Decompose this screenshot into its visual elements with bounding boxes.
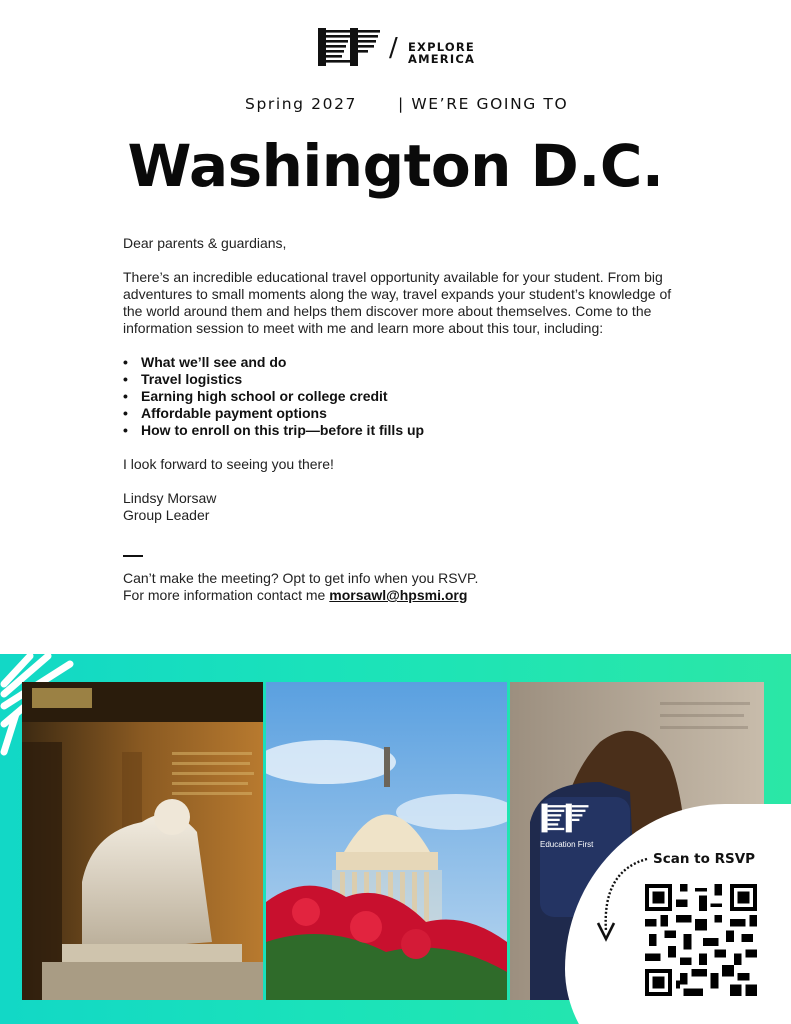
photo-band — [0, 654, 791, 1024]
backpack-brand-text: Education First — [540, 840, 594, 849]
intro-paragraph: There’s an incredible educational travel opportunity available for your student. From big adventures to small moments along the way, travel expands your student’s knowledge of the world around them and helps them discover more about themselves. Come to the information session to meet with me and learn more about this tour, including: — [123, 269, 672, 336]
capitol-photo — [266, 682, 507, 1000]
lead-label: | WE’RE GOING TO — [398, 95, 569, 113]
contact-note: For more information contact me — [123, 587, 326, 603]
rsvp-label: Scan to RSVP — [653, 851, 756, 867]
brand-name-line1: EXPLORE — [408, 40, 475, 54]
topics-list — [123, 354, 683, 439]
list-item: • Travel logistics — [123, 371, 683, 388]
rsvp-note: Can’t make the meeting? Opt to get info when you RSVP. — [123, 570, 479, 586]
list-item: • What we’ll see and do — [123, 354, 683, 371]
signature-role: Group Leader — [123, 507, 210, 523]
list-item: • How to enroll on this trip—before it fills up — [123, 422, 683, 439]
signature — [123, 490, 683, 524]
footer-note — [123, 570, 683, 604]
brand-logo — [316, 27, 516, 69]
brand-name-line2: AMERICA — [408, 52, 476, 66]
divider — [123, 555, 143, 557]
list-item: • Earning high school or college credit — [123, 388, 683, 405]
ef-logo-icon — [316, 27, 382, 67]
headline-row — [0, 95, 791, 117]
contact-email-link[interactable]: morsawl@hpsmi.org — [329, 587, 468, 603]
logo-divider: / — [389, 33, 398, 63]
destination-title: Washington D.C. — [127, 132, 664, 200]
brand-name — [408, 41, 475, 65]
closing-line: I look forward to seeing you there! — [123, 456, 334, 472]
letter-body — [123, 235, 683, 604]
signature-name: Lindsy Morsaw — [123, 490, 217, 506]
ef-logo-icon — [540, 800, 590, 836]
qr-code-icon[interactable] — [644, 884, 758, 996]
season-label: Spring 2027 — [245, 95, 357, 113]
greeting: Dear parents & guardians, — [123, 235, 287, 251]
lincoln-memorial-photo — [22, 682, 263, 1000]
list-item: • Affordable payment options — [123, 405, 683, 422]
